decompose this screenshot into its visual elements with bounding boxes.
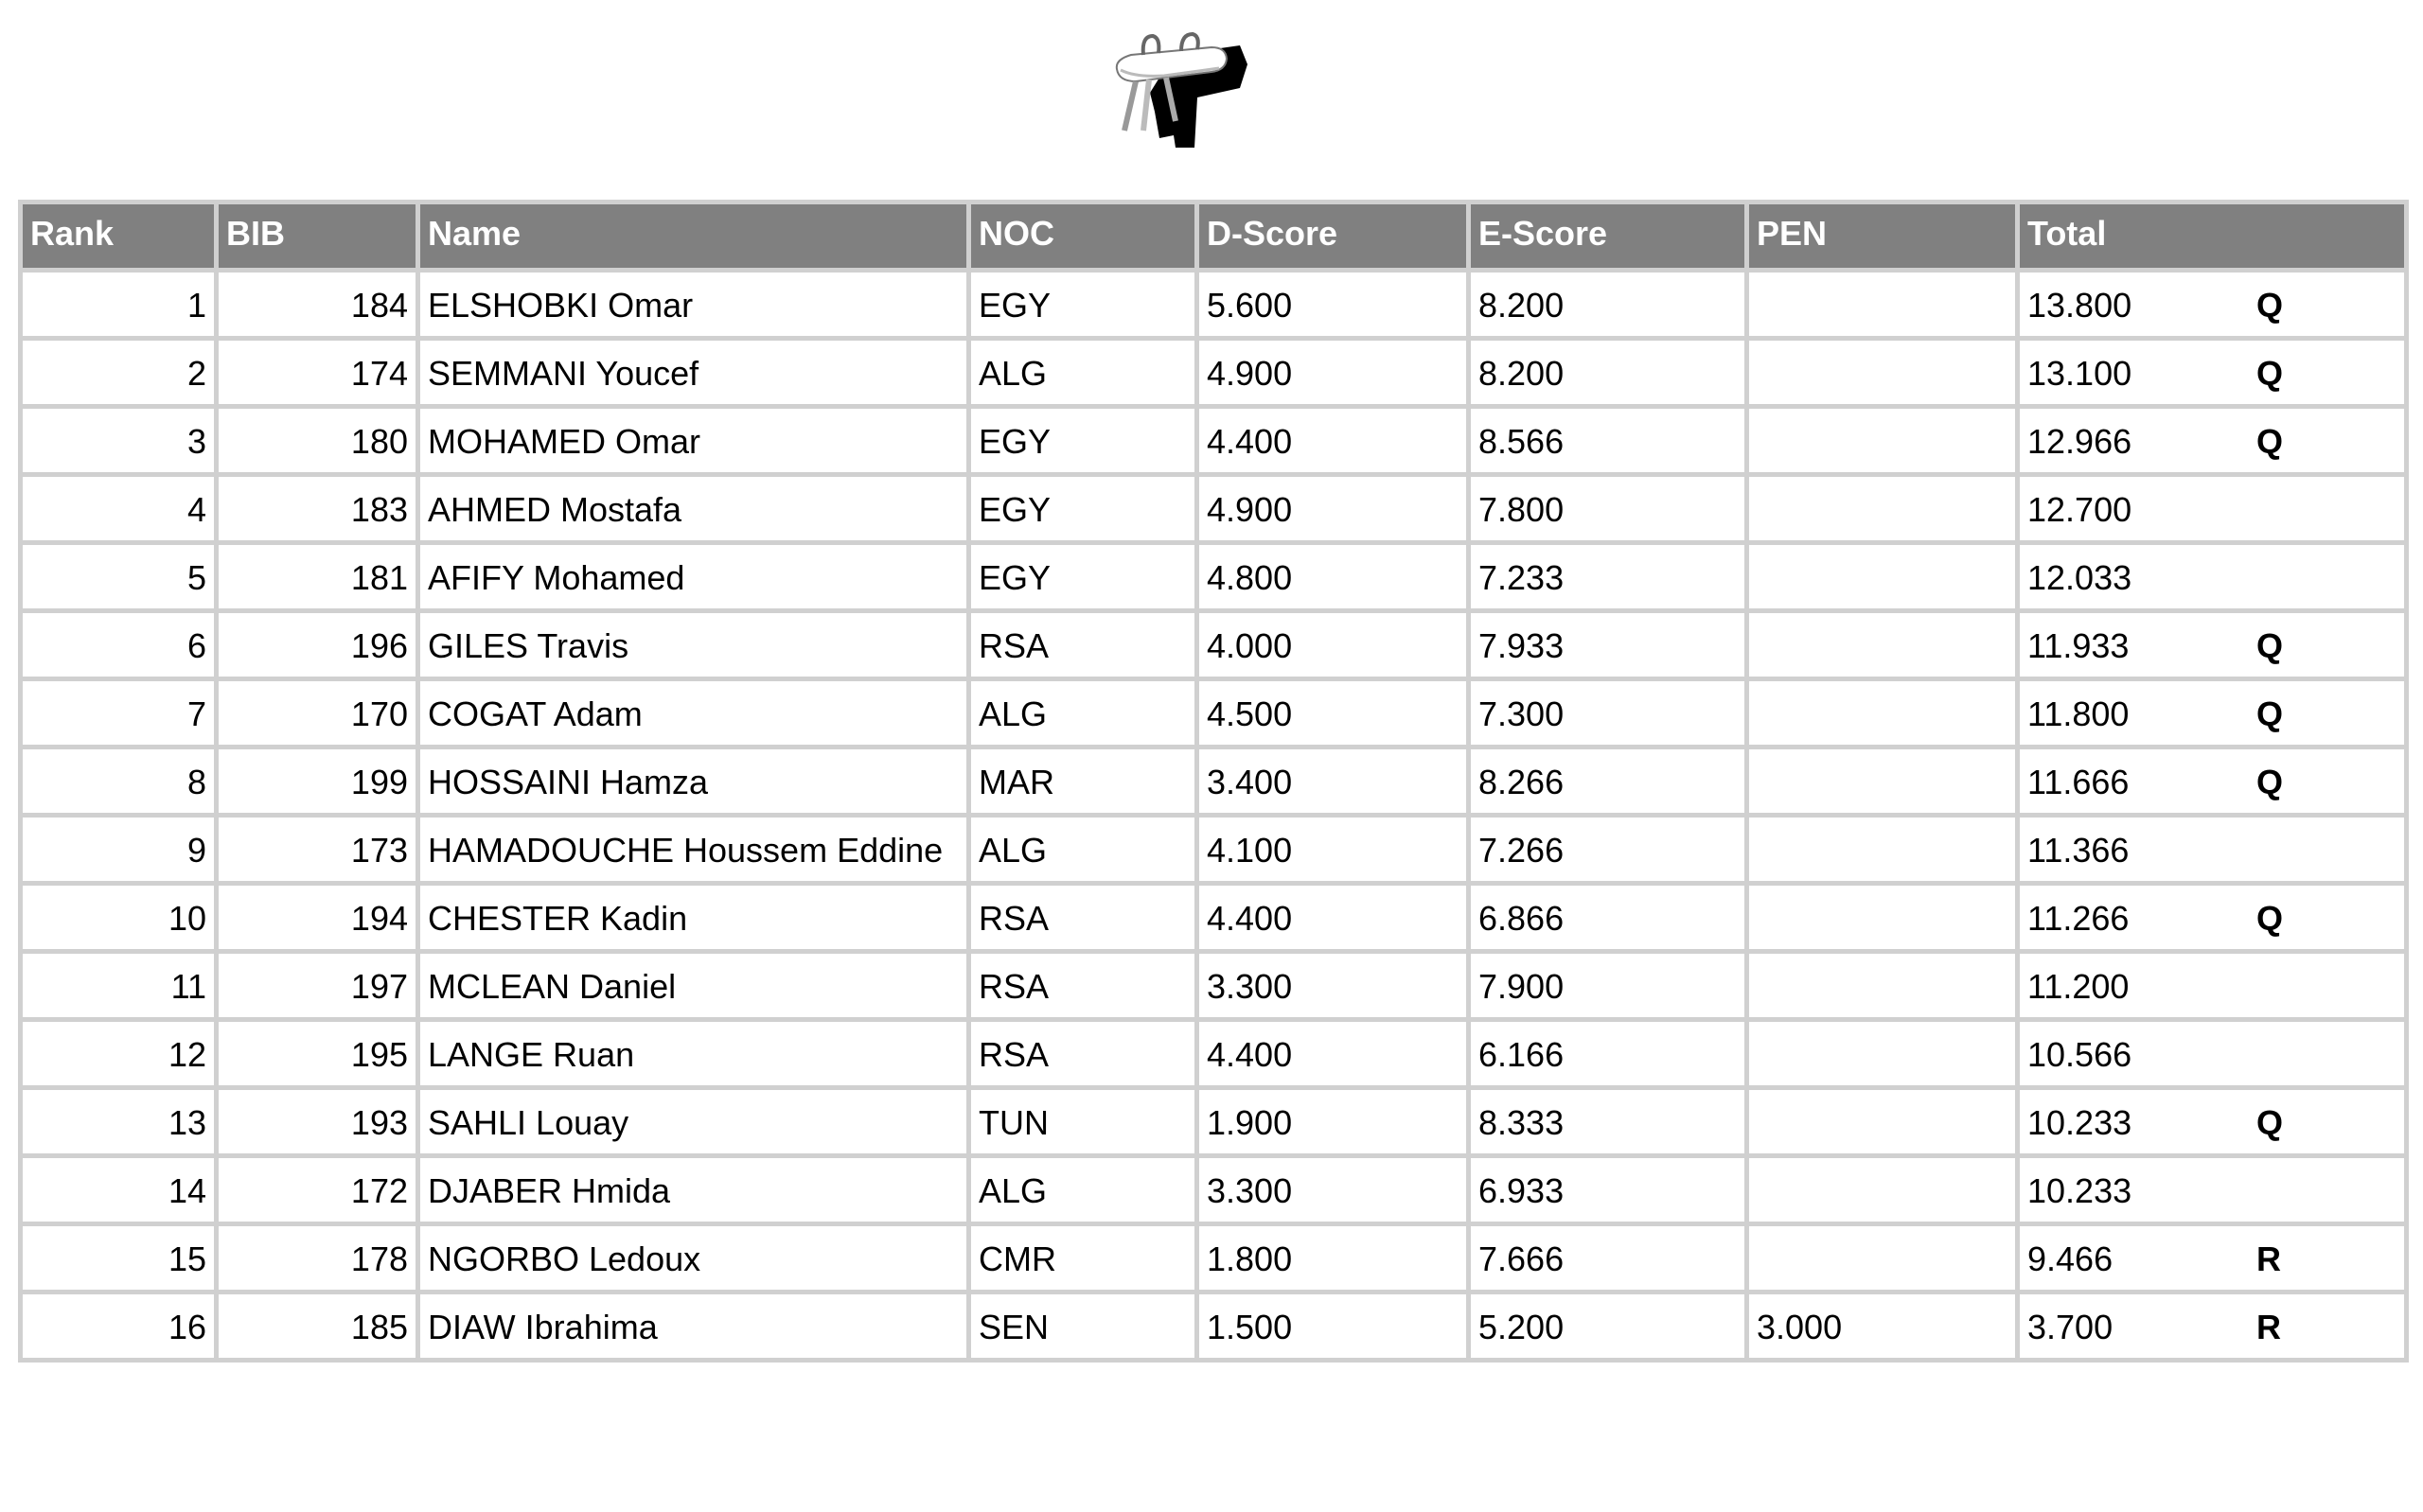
rank-cell: 9: [21, 816, 217, 884]
total-cell: [2018, 543, 2407, 611]
total-value: 3.700: [2027, 1308, 2113, 1346]
col-header-name[interactable]: Name: [418, 202, 969, 271]
total-value: 11.266: [2027, 899, 2130, 938]
d-score-cell: 4.900: [1197, 339, 1469, 407]
noc-cell: ALG: [969, 1156, 1197, 1224]
total-value: 10.233: [2027, 1171, 2132, 1210]
e-score-cell: 8.333: [1469, 1088, 1747, 1156]
total-cell: [2018, 679, 2407, 747]
rank-cell: 6: [21, 611, 217, 679]
penalty-cell: [1747, 1020, 2018, 1088]
col-header-total[interactable]: Total: [2018, 202, 2407, 271]
d-score-cell: 3.300: [1197, 1156, 1469, 1224]
athlete-name-cell: HAMADOUCHE Houssem Eddine: [418, 816, 969, 884]
d-score-cell: 1.800: [1197, 1224, 1469, 1292]
rank-cell: 3: [21, 407, 217, 475]
total-cell: [2018, 1292, 2407, 1361]
rank-cell: 10: [21, 884, 217, 952]
qualification-mark: Q: [2256, 354, 2284, 393]
penalty-cell: [1747, 1088, 2018, 1156]
bib-cell: 174: [217, 339, 418, 407]
noc-cell: RSA: [969, 884, 1197, 952]
table-row: [21, 1224, 2407, 1292]
athlete-name-cell: NGORBO Ledoux: [418, 1224, 969, 1292]
total-cell: [2018, 816, 2407, 884]
noc-cell: ALG: [969, 816, 1197, 884]
athlete-name-cell: HOSSAINI Hamza: [418, 747, 969, 816]
table-row: [21, 543, 2407, 611]
bib-cell: 194: [217, 884, 418, 952]
qualification-mark: Q: [2256, 422, 2284, 461]
bib-cell: 178: [217, 1224, 418, 1292]
d-score-cell: 4.800: [1197, 543, 1469, 611]
rank-cell: 11: [21, 952, 217, 1020]
e-score-cell: 6.866: [1469, 884, 1747, 952]
penalty-cell: [1747, 271, 2018, 339]
athlete-name-cell: DJABER Hmida: [418, 1156, 969, 1224]
total-value: 11.366: [2027, 831, 2130, 870]
bib-cell: 197: [217, 952, 418, 1020]
qualification-mark: R: [2256, 1239, 2281, 1278]
noc-cell: MAR: [969, 747, 1197, 816]
total-value: 9.466: [2027, 1239, 2113, 1278]
bib-cell: 184: [217, 271, 418, 339]
table-row: [21, 747, 2407, 816]
athlete-name-cell: MOHAMED Omar: [418, 407, 969, 475]
total-value: 12.966: [2027, 422, 2132, 461]
qualification-mark: Q: [2256, 899, 2284, 938]
noc-cell: TUN: [969, 1088, 1197, 1156]
d-score-cell: 4.400: [1197, 1020, 1469, 1088]
bib-cell: 173: [217, 816, 418, 884]
rank-cell: 1: [21, 271, 217, 339]
qualification-mark: Q: [2256, 694, 2284, 733]
total-cell: [2018, 747, 2407, 816]
penalty-cell: [1747, 952, 2018, 1020]
d-score-cell: 4.500: [1197, 679, 1469, 747]
total-cell: [2018, 884, 2407, 952]
bib-cell: 180: [217, 407, 418, 475]
d-score-cell: 4.400: [1197, 407, 1469, 475]
qualification-mark: Q: [2256, 763, 2284, 801]
table-row: [21, 816, 2407, 884]
total-value: 12.700: [2027, 490, 2132, 529]
athlete-name-cell: ELSHOBKI Omar: [418, 271, 969, 339]
d-score-cell: 4.900: [1197, 475, 1469, 543]
athlete-name-cell: SAHLI Louay: [418, 1088, 969, 1156]
pommel-horse-graphic: [1107, 26, 1249, 154]
total-value: 13.100: [2027, 354, 2132, 393]
results-table: [18, 200, 2409, 1363]
total-cell: [2018, 339, 2407, 407]
d-score-cell: 4.400: [1197, 884, 1469, 952]
total-value: 12.033: [2027, 558, 2132, 597]
e-score-cell: 5.200: [1469, 1292, 1747, 1361]
total-value: 10.233: [2027, 1103, 2132, 1142]
athlete-name-cell: DIAW Ibrahima: [418, 1292, 969, 1361]
athlete-name-cell: LANGE Ruan: [418, 1020, 969, 1088]
athlete-name-cell: CHESTER Kadin: [418, 884, 969, 952]
col-header-bib[interactable]: BIB: [217, 202, 418, 271]
table-row: [21, 1292, 2407, 1361]
e-score-cell: 7.300: [1469, 679, 1747, 747]
rank-cell: 14: [21, 1156, 217, 1224]
bib-cell: 193: [217, 1088, 418, 1156]
penalty-cell: [1747, 1156, 2018, 1224]
col-header-pen[interactable]: PEN: [1747, 202, 2018, 271]
penalty-cell: [1747, 611, 2018, 679]
table-row: [21, 1088, 2407, 1156]
penalty-cell: [1747, 339, 2018, 407]
penalty-cell: [1747, 475, 2018, 543]
athlete-name-cell: AHMED Mostafa: [418, 475, 969, 543]
penalty-cell: [1747, 1224, 2018, 1292]
athlete-name-cell: COGAT Adam: [418, 679, 969, 747]
noc-cell: RSA: [969, 611, 1197, 679]
total-value: 11.933: [2027, 626, 2130, 665]
qualification-mark: Q: [2256, 286, 2284, 325]
rank-cell: 7: [21, 679, 217, 747]
bib-cell: 199: [217, 747, 418, 816]
table-row: [21, 339, 2407, 407]
d-score-cell: 1.900: [1197, 1088, 1469, 1156]
rank-cell: 13: [21, 1088, 217, 1156]
bib-cell: 196: [217, 611, 418, 679]
col-header-noc[interactable]: NOC: [969, 202, 1197, 271]
total-value: 11.800: [2027, 694, 2130, 733]
noc-cell: ALG: [969, 339, 1197, 407]
e-score-cell: 7.900: [1469, 952, 1747, 1020]
e-score-cell: 8.266: [1469, 747, 1747, 816]
d-score-cell: 4.100: [1197, 816, 1469, 884]
rank-cell: 5: [21, 543, 217, 611]
athlete-name-cell: MCLEAN Daniel: [418, 952, 969, 1020]
total-cell: [2018, 952, 2407, 1020]
pommel-horse-icon: [1107, 26, 1249, 154]
total-value: 13.800: [2027, 286, 2132, 325]
d-score-cell: 3.400: [1197, 747, 1469, 816]
noc-cell: ALG: [969, 679, 1197, 747]
table-row: [21, 1156, 2407, 1224]
penalty-cell: [1747, 407, 2018, 475]
e-score-cell: 8.200: [1469, 271, 1747, 339]
qualification-mark: Q: [2256, 626, 2284, 665]
total-value: 11.200: [2027, 967, 2130, 1006]
table-row: [21, 1020, 2407, 1088]
bib-cell: 181: [217, 543, 418, 611]
e-score-cell: 6.933: [1469, 1156, 1747, 1224]
penalty-cell: [1747, 747, 2018, 816]
total-cell: [2018, 475, 2407, 543]
total-value: 11.666: [2027, 763, 2130, 801]
table-row: [21, 679, 2407, 747]
e-score-cell: 7.266: [1469, 816, 1747, 884]
qualification-mark: R: [2256, 1308, 2281, 1346]
d-score-cell: 4.000: [1197, 611, 1469, 679]
rank-cell: 16: [21, 1292, 217, 1361]
rank-cell: 4: [21, 475, 217, 543]
total-cell: [2018, 1020, 2407, 1088]
penalty-cell: [1747, 679, 2018, 747]
rank-cell: 8: [21, 747, 217, 816]
noc-cell: SEN: [969, 1292, 1197, 1361]
col-header-escore[interactable]: E-Score: [1469, 202, 1747, 271]
d-score-cell: 3.300: [1197, 952, 1469, 1020]
total-cell: [2018, 407, 2407, 475]
penalty-cell: 3.000: [1747, 1292, 2018, 1361]
noc-cell: EGY: [969, 475, 1197, 543]
athlete-name-cell: AFIFY Mohamed: [418, 543, 969, 611]
noc-cell: CMR: [969, 1224, 1197, 1292]
bib-cell: 183: [217, 475, 418, 543]
noc-cell: EGY: [969, 543, 1197, 611]
col-header-dscore[interactable]: D-Score: [1197, 202, 1469, 271]
noc-cell: RSA: [969, 1020, 1197, 1088]
e-score-cell: 8.566: [1469, 407, 1747, 475]
athlete-name-cell: GILES Travis: [418, 611, 969, 679]
d-score-cell: 1.500: [1197, 1292, 1469, 1361]
e-score-cell: 6.166: [1469, 1020, 1747, 1088]
penalty-cell: [1747, 884, 2018, 952]
total-value: 10.566: [2027, 1035, 2132, 1074]
table-row: [21, 611, 2407, 679]
total-cell: [2018, 1088, 2407, 1156]
rank-cell: 15: [21, 1224, 217, 1292]
rank-cell: 2: [21, 339, 217, 407]
penalty-cell: [1747, 543, 2018, 611]
rank-cell: 12: [21, 1020, 217, 1088]
total-cell: [2018, 1224, 2407, 1292]
table-row: [21, 271, 2407, 339]
table-row: [21, 884, 2407, 952]
total-cell: [2018, 1156, 2407, 1224]
penalty-cell: [1747, 816, 2018, 884]
e-score-cell: 7.233: [1469, 543, 1747, 611]
header-row: [21, 202, 2407, 271]
total-cell: [2018, 611, 2407, 679]
qualification-mark: Q: [2256, 1103, 2284, 1142]
e-score-cell: 7.933: [1469, 611, 1747, 679]
table-row: [21, 952, 2407, 1020]
noc-cell: EGY: [969, 271, 1197, 339]
e-score-cell: 7.666: [1469, 1224, 1747, 1292]
noc-cell: EGY: [969, 407, 1197, 475]
athlete-name-cell: SEMMANI Youcef: [418, 339, 969, 407]
bib-cell: 172: [217, 1156, 418, 1224]
d-score-cell: 5.600: [1197, 271, 1469, 339]
total-cell: [2018, 271, 2407, 339]
e-score-cell: 7.800: [1469, 475, 1747, 543]
table-row: [21, 407, 2407, 475]
bib-cell: 170: [217, 679, 418, 747]
bib-cell: 195: [217, 1020, 418, 1088]
noc-cell: RSA: [969, 952, 1197, 1020]
bib-cell: 185: [217, 1292, 418, 1361]
e-score-cell: 8.200: [1469, 339, 1747, 407]
table-row: [21, 475, 2407, 543]
col-header-rank[interactable]: Rank: [21, 202, 217, 271]
